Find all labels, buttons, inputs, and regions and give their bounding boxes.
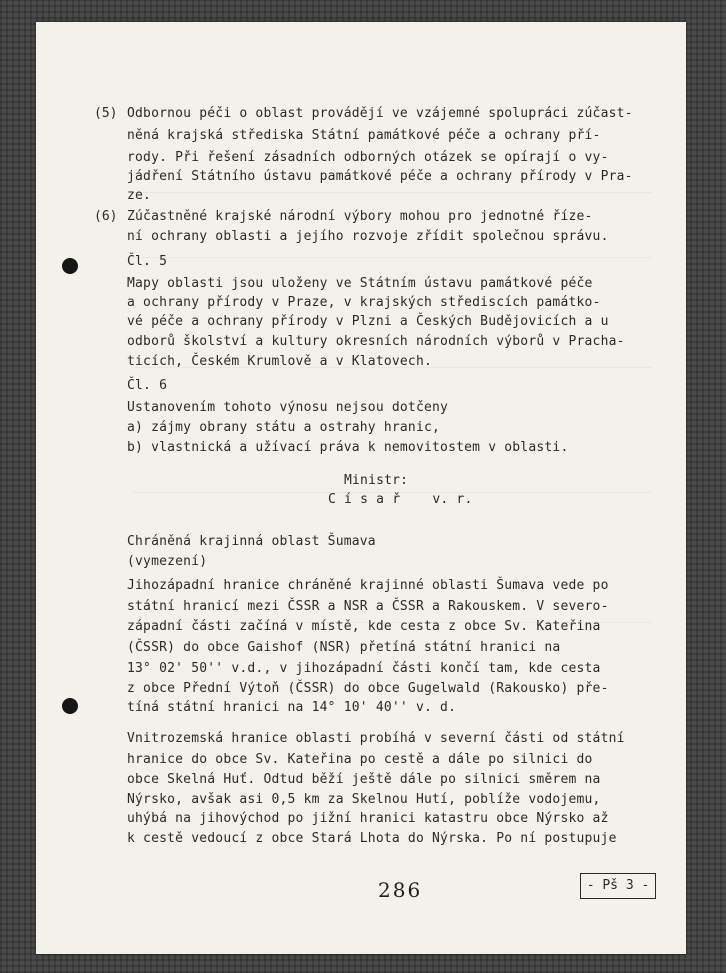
section-5-line: ticích, Českém Krumlově a v Klatovech.	[127, 354, 433, 369]
annex-para-2-line: k cestě vedoucí z obce Stará Lhota do Nýrska. Po ní postupuje	[127, 831, 617, 846]
paragraph-5-line: Odbornou péči o oblast provádějí ve vzájemné spolupráci zúčast-	[127, 106, 633, 121]
show-through	[132, 192, 652, 193]
punch-hole-top	[62, 258, 78, 274]
annex-para-1-line: Jihozápadní hranice chráněné krajinné oblasti Šumava vede po	[127, 578, 609, 593]
paragraph-5-line: ze.	[127, 188, 152, 203]
paragraph-5-line: rody. Při řešení zásadních odborných otázek se opírají o vy-	[127, 150, 609, 165]
paragraph-number: (6)	[94, 209, 118, 224]
paragraph-5-line: jádření Státního ústavu památkové péče a ochrany přírody v Pra-	[127, 169, 633, 184]
annex-para-1-line: (ČSSR) do obce Gaishof (NSR) přetíná státní hranici na	[127, 640, 561, 655]
section-5-line: vé péče a ochrany přírody v Plzni a Českých Budějovicích a u	[127, 314, 609, 329]
section-6-line: b) vlastnická a užívací práva k nemovitostem v oblasti.	[127, 440, 569, 455]
section-5-line: Mapy oblasti jsou uloženy ve Státním ústavu památkové péče	[127, 276, 593, 291]
page-number: 286	[378, 878, 423, 902]
section-5-heading: Čl. 5	[127, 254, 168, 269]
punch-hole-bottom	[62, 698, 78, 714]
annex-para-2-line: Vnitrozemská hranice oblasti probíhá v severní části od státní	[127, 731, 625, 746]
annex-para-1-line: státní hranicí mezi ČSSR a NSR a ČSSR a Rakouskem. V severo-	[127, 599, 609, 614]
annex-para-2-line: obce Skelná Huť. Odtud běží ještě dále po silnici směrem na	[127, 772, 601, 787]
paragraph-6-line: ní ochrany oblasti a jejího rozvoje zřídit společnou správu.	[127, 229, 609, 244]
annex-para-1-line: západní části začíná v místě, kde cesta z obce Sv. Kateřina	[127, 619, 601, 634]
section-5-line: a ochrany přírody v Praze, v krajských střediscích památko-	[127, 295, 601, 310]
annex-para-2-line: hranice do obce Sv. Kateřina po cestě a dále po silnici do	[127, 752, 593, 767]
annex-para-1-line: z obce Přední Výtoň (ČSSR) do obce Gugelwald (Rakousko) pře-	[127, 681, 609, 696]
paragraph-number: (5)	[94, 106, 118, 121]
annex-subtitle: (vymezení)	[127, 554, 208, 569]
show-through	[132, 257, 652, 258]
annex-para-2-line: Nýrsko, avšak asi 0,5 km za Skelnou Hutí, poblíže vodojemu,	[127, 792, 601, 807]
paragraph-5-line: něná krajská střediska Státní památkové péče a ochrany pří-	[127, 128, 601, 143]
minister-label: Ministr:	[344, 473, 409, 488]
annex-para-1-line: tíná státní hranici na 14° 10' 40'' v. d.	[127, 700, 457, 715]
annex-title: Chráněná krajinná oblast Šumava	[127, 534, 376, 549]
annex-para-2-line: uhýbá na jihovýchod po jižní hranici katastru obce Nýrsko až	[127, 811, 609, 826]
annex-para-1-line: 13° 02' 50'' v.d., v jihozápadní části končí tam, kde cesta	[127, 661, 601, 676]
minister-signature: C í s a ř v. r.	[328, 492, 473, 507]
page-marker-box: - Pš 3 -	[580, 873, 656, 899]
section-6-heading: Čl. 6	[127, 378, 168, 393]
section-6-line: Ustanovením tohoto výnosu nejsou dotčeny	[127, 400, 449, 415]
paragraph-6-line: Zúčastněné krajské národní výbory mohou pro jednotné říze-	[127, 209, 593, 224]
section-5-line: odborů školství a kultury okresních národních výborů v Pracha-	[127, 334, 625, 349]
section-6-line: a) zájmy obrany státu a ostrahy hranic,	[127, 420, 441, 435]
